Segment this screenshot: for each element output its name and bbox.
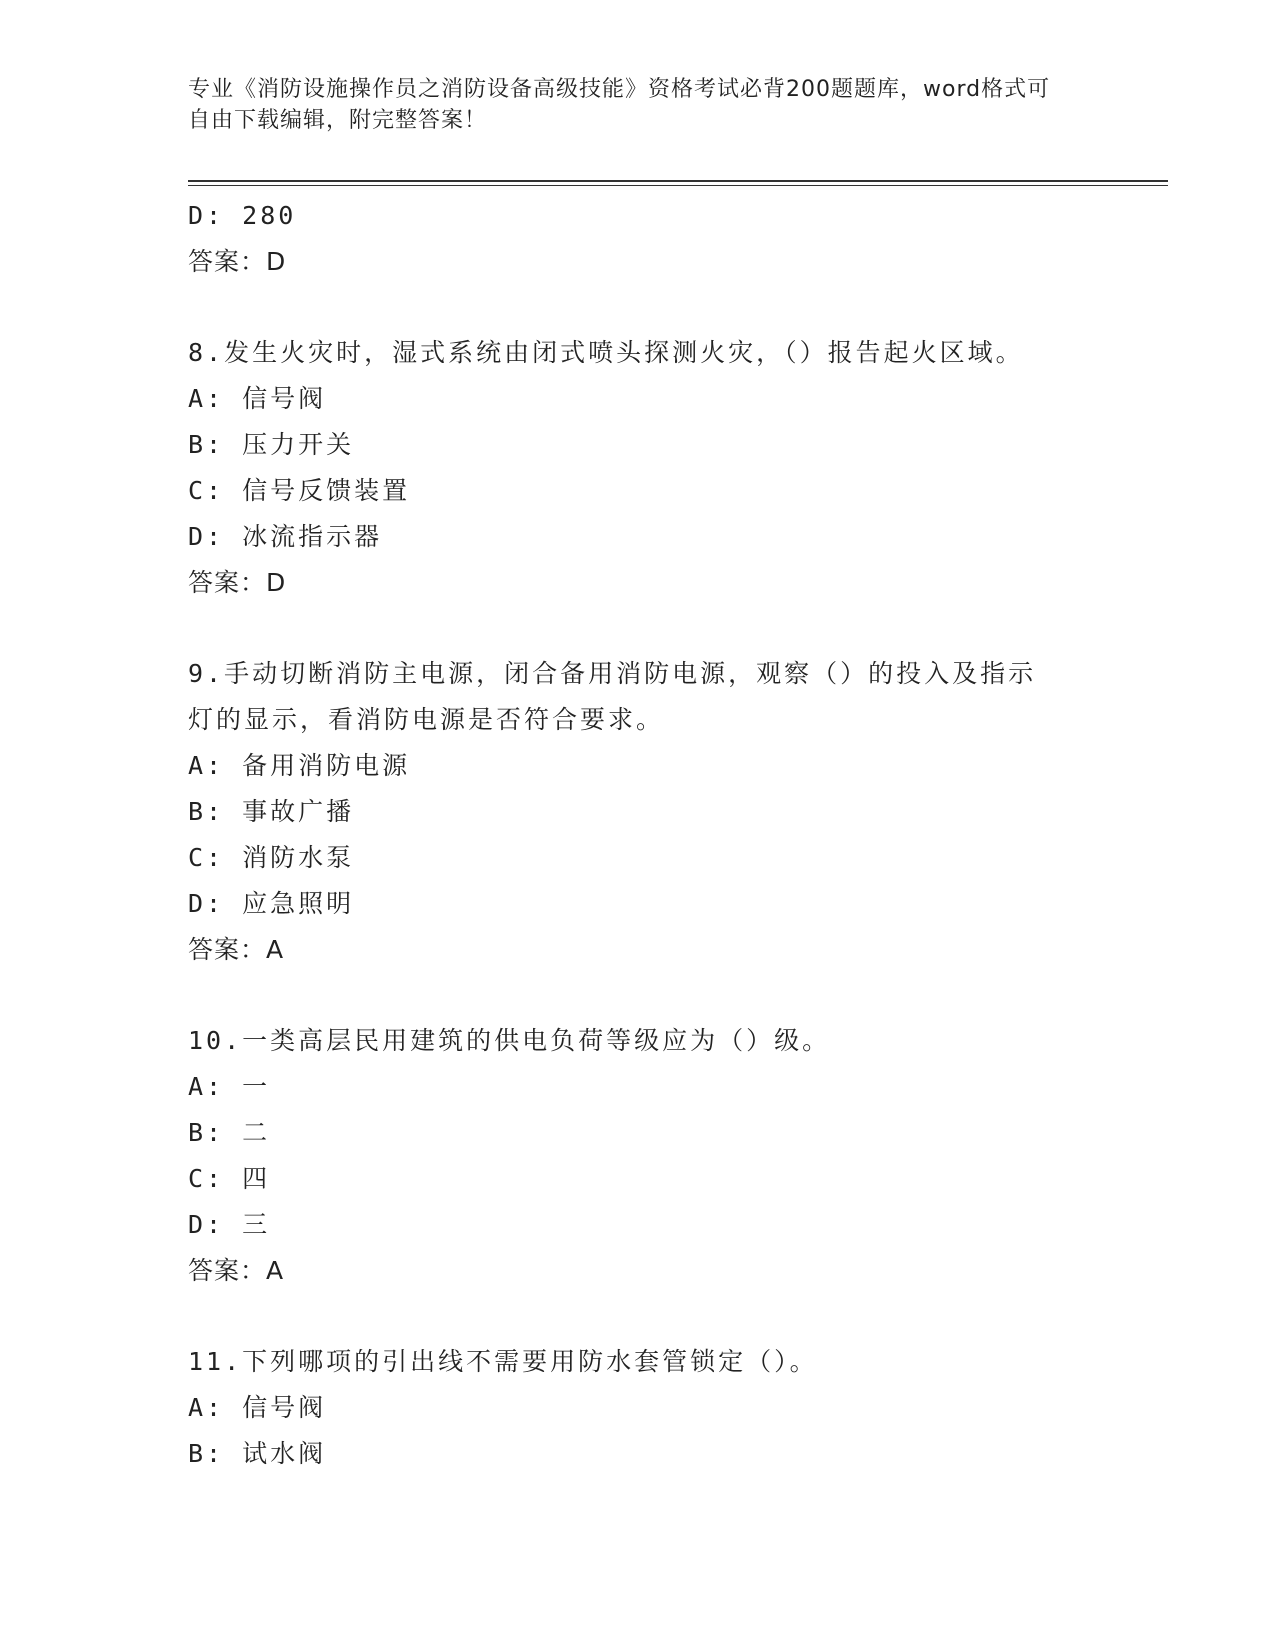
option-a: A: 一 [188, 1072, 271, 1101]
option-b: B: 压力开关 [188, 430, 355, 459]
document-header: 专业《消防设施操作员之消防设备高级技能》资格考试必背200题题库，word格式可自由下载编辑，附完整答案！ [188, 77, 1051, 133]
option-a: A: 信号阀 [188, 384, 327, 413]
option-d: D: 280 [188, 201, 297, 230]
answer: 答案：A [188, 935, 285, 964]
answer: 答案：A [188, 1256, 285, 1285]
option-b: B: 二 [188, 1118, 271, 1147]
answer: 答案：D [188, 247, 287, 276]
option-d: D: 应急照明 [188, 889, 355, 918]
question-11 [188, 1339, 1088, 1477]
header-divider [188, 180, 1168, 182]
option-c: C: 信号反馈装置 [188, 476, 411, 505]
question-10 [188, 1018, 1088, 1294]
question-8 [188, 330, 1088, 606]
header-divider-thin [188, 185, 1168, 186]
option-d: D: 冰流指示器 [188, 522, 383, 551]
option-d: D: 三 [188, 1210, 271, 1239]
question-stem: 9.手动切断消防主电源，闭合备用消防电源，观察（）的投入及指示灯的显示，看消防电源是否符合要求。 [188, 659, 1037, 734]
option-a: A: 备用消防电源 [188, 751, 411, 780]
option-c: C: 消防水泵 [188, 843, 355, 872]
question-9 [188, 651, 1088, 973]
option-a: A: 信号阀 [188, 1393, 327, 1422]
question-list [188, 193, 1088, 1477]
option-b: B: 事故广播 [188, 797, 355, 826]
question-stem: 8.发生火灾时，湿式系统由闭式喷头探测火灾，（）报告起火区域。 [188, 338, 1024, 367]
answer: 答案：D [188, 568, 287, 597]
question-stem: 10.一类高层民用建筑的供电负荷等级应为（）级。 [188, 1026, 831, 1055]
option-b: B: 试水阀 [188, 1439, 327, 1468]
question-stem: 11.下列哪项的引出线不需要用防水套管锁定（）。 [188, 1347, 818, 1376]
option-c: C: 四 [188, 1164, 271, 1193]
